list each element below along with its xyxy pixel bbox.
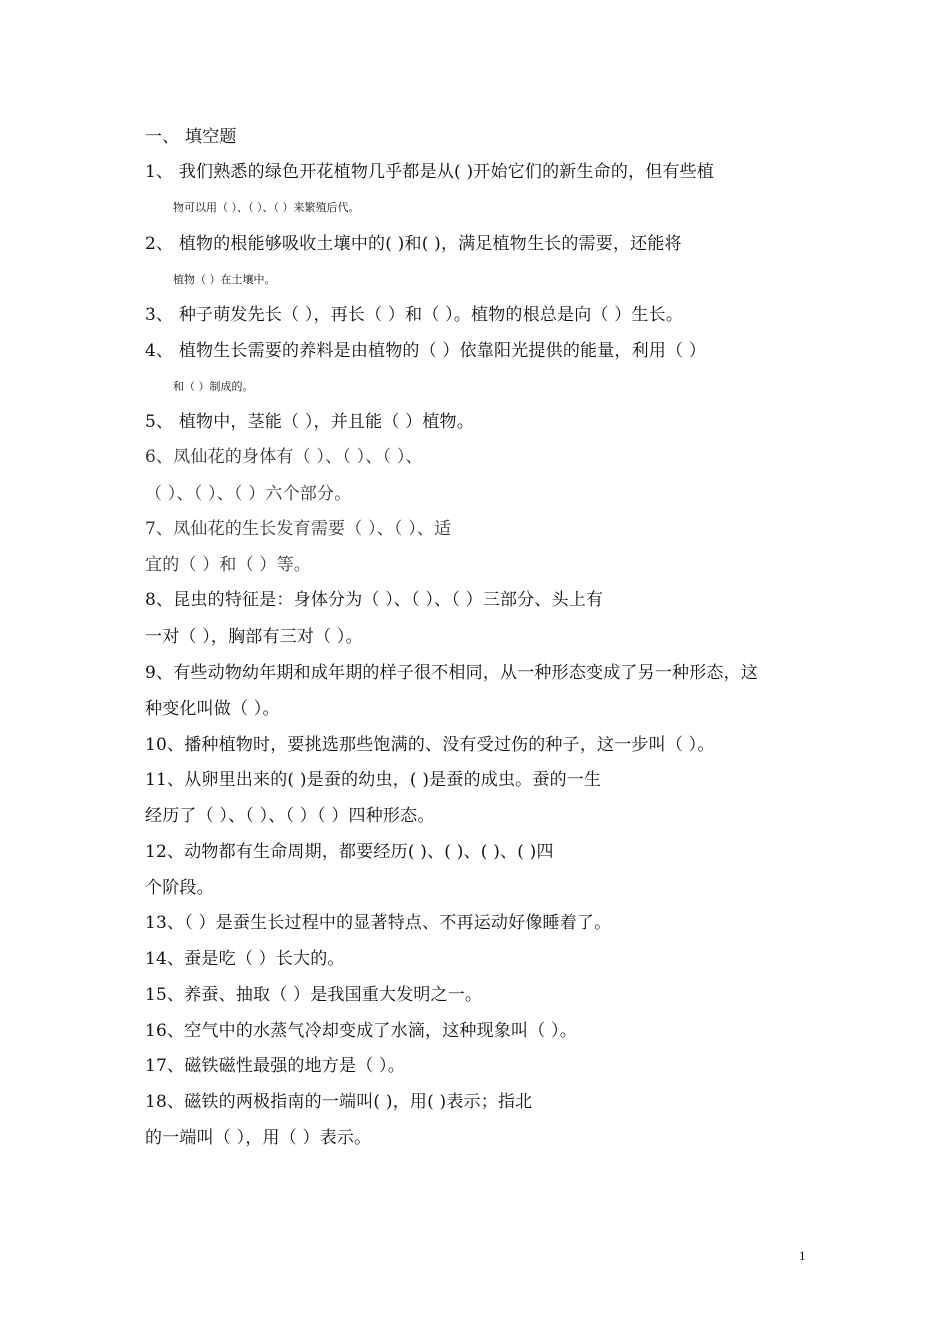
question-line: 11、从卵里出来的( )是蚕的幼虫，( )是蚕的成虫。蚕的一生 — [145, 770, 602, 790]
question-line: 3、 种子萌发先长（ ），再长（ ）和（ ）。植物的根总是向（ ）生长。 — [145, 305, 684, 325]
question-line: 18、磁铁的两极指南的一端叫( )，用( )表示；指北 — [145, 1092, 533, 1112]
question-line: 和（ ）制成的。 — [173, 380, 254, 393]
question-line: 8、昆虫的特征是：身体分为（ ）、（ ）、（ ）三部分、头上有 — [145, 590, 604, 610]
question-line: 15、养蚕、抽取（ ）是我国重大发明之一。 — [145, 985, 483, 1005]
question-line: 9、有些动物幼年期和成年期的样子很不相同，从一种形态变成了另一种形态，这 — [145, 663, 759, 683]
question-line: 的一端叫（ ），用（ ）表示。 — [145, 1128, 372, 1148]
question-line: 6、凤仙花的身体有（ ）、（ ）、（ ）、 — [145, 447, 423, 467]
question-line: 物可以用（ ）、（ ）、（ ）来繁殖后代。 — [173, 201, 360, 214]
question-line: 14、蚕是吃（ ）长大的。 — [145, 949, 345, 969]
question-line: 一对（ ），胸部有三对（ ）。 — [145, 627, 363, 647]
question-line: 4、 植物生长需要的养料是由植物的（ ）依靠阳光提供的能量，利用（ ） — [145, 341, 707, 361]
question-line: 10、播种植物时，要挑选那些饱满的、没有受过伤的种子，这一步叫（ ）。 — [145, 735, 715, 755]
question-line: 植物（ ）在土壤中。 — [173, 273, 276, 286]
question-line: 经历了（ ）、（ ）、（ ）（ ）四种形态。 — [145, 806, 435, 826]
question-line: 1、 我们熟悉的绿色开花植物几乎都是从( )开始它们的新生命的，但有些植 — [145, 162, 715, 182]
question-line: （ ）、（ ）、（ ）六个部分。 — [145, 484, 352, 504]
question-line: 宜的（ ）和（ ）等。 — [145, 555, 312, 575]
question-line: 16、空气中的水蒸气冷却变成了水滴，这种现象叫（ ）。 — [145, 1021, 577, 1041]
question-line: 13、（ ）是蚕生长过程中的显著特点、不再运动好像睡着了。 — [145, 913, 612, 933]
question-line: 2、 植物的根能够吸收土壤中的( )和( )，满足植物生长的需要，还能将 — [145, 234, 682, 254]
question-line: 12、动物都有生命周期，都要经历( )、( )、( )、( )四 — [145, 842, 554, 862]
question-line: 种变化叫做（ ）。 — [145, 699, 280, 719]
section-title: 一、 填空题 — [145, 127, 237, 147]
question-line: 17、磁铁磁性最强的地方是（ ）。 — [145, 1056, 405, 1076]
question-line: 7、凤仙花的生长发育需要（ ）、（ ）、适 — [145, 519, 452, 539]
question-line: 5、 植物中，茎能（ ），并且能（ ）植物。 — [145, 412, 474, 432]
page-number: 1 — [799, 1248, 806, 1263]
question-line: 个阶段。 — [145, 878, 214, 898]
